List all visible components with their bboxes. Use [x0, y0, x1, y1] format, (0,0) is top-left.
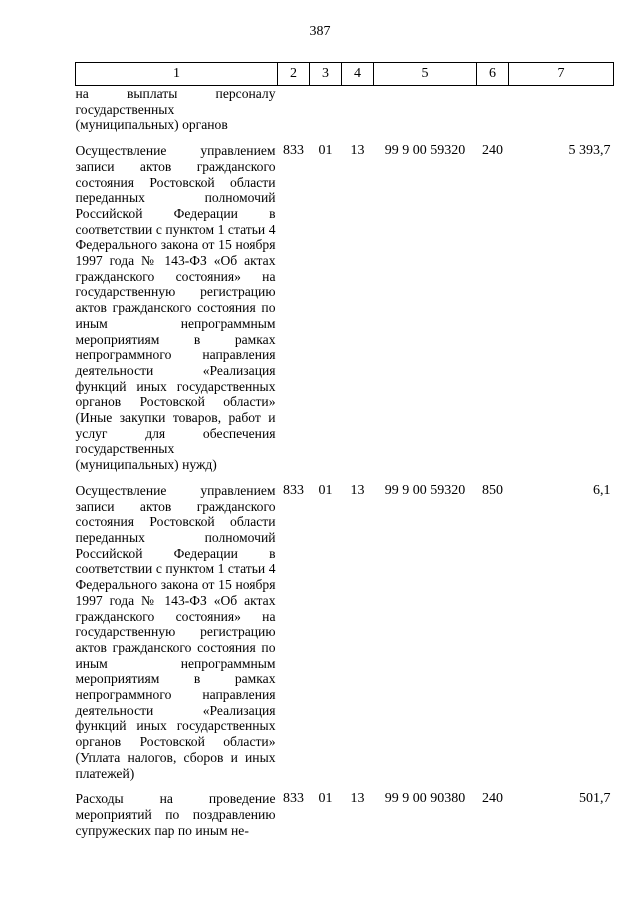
row-description: Расходы на проведение мероприятий по поздравлению супружеских пар по иным не- — [75, 791, 276, 838]
table-row — [76, 143, 614, 473]
row-section-code: 01 — [318, 791, 333, 807]
table-header-row — [76, 63, 614, 86]
row-subsection-code: 13 — [350, 791, 365, 807]
row-expense-type: 850 — [482, 482, 503, 498]
row-amount: 6,1 — [593, 482, 611, 498]
row-expense-type: 240 — [482, 791, 503, 807]
table-row — [76, 483, 614, 781]
row-ministry-code: 833 — [283, 143, 304, 159]
row-target-article: 99 9 00 90380 — [384, 791, 466, 807]
row-subsection-code: 13 — [350, 482, 365, 498]
header-col-5: 5 — [374, 63, 477, 86]
row-target-article: 99 9 00 59320 — [384, 143, 466, 159]
row-ministry-code: 833 — [283, 791, 304, 807]
row-amount: 5 393,7 — [568, 143, 611, 159]
row-target-article: 99 9 00 59320 — [384, 482, 466, 498]
table-row-continuation — [76, 86, 614, 134]
page-number: 387 — [309, 24, 331, 39]
row-ministry-code: 833 — [283, 482, 304, 498]
header-col-7: 7 — [509, 63, 614, 86]
budget-table — [75, 62, 614, 838]
row-section-code: 01 — [318, 143, 333, 159]
header-col-3: 3 — [310, 63, 342, 86]
header-col-1: 1 — [76, 63, 278, 86]
table-row — [76, 791, 614, 838]
row-amount: 501,7 — [579, 791, 611, 807]
header-col-6: 6 — [477, 63, 509, 86]
row-section-code: 01 — [318, 482, 333, 498]
row-description: Осуществление управлением записи актов гражданского состояния Ростовской области переданных полномочий Российской Федерации в соответствии с пунктом 1 статьи 4 Федерального закона от 15 ноября 1997 года № 143-ФЗ «Об актах гражданского состояния» на государственную регистрацию актов гражданского состояния по иным непрограммным мероприятиям в рамках непрограммного направления деятельности «Реализация функций иных государственных органов Ростовской области» (Уплата налогов, сборов и иных платежей) — [75, 482, 276, 781]
row-description: Осуществление управлением записи актов гражданского состояния Ростовской области переданных полномочий Российской Федерации в соответствии с пунктом 1 статьи 4 Федерального закона от 15 ноября 1997 года № 143-ФЗ «Об актах гражданского состояния» на государственную регистрацию актов гражданского состояния по иным непрограммным мероприятиям в рамках непрограммного направления деятельности «Реализация функций иных государственных органов Ростовской области» (Иные закупки товаров, работ и услуг для обеспечения государственных (муниципальных) нужд) — [75, 143, 276, 473]
row-subsection-code: 13 — [350, 143, 365, 159]
header-col-4: 4 — [342, 63, 374, 86]
continuation-description: на выплаты персоналу государственных (муниципальных) органов — [75, 86, 276, 133]
header-col-2: 2 — [278, 63, 310, 86]
row-expense-type: 240 — [482, 143, 503, 159]
